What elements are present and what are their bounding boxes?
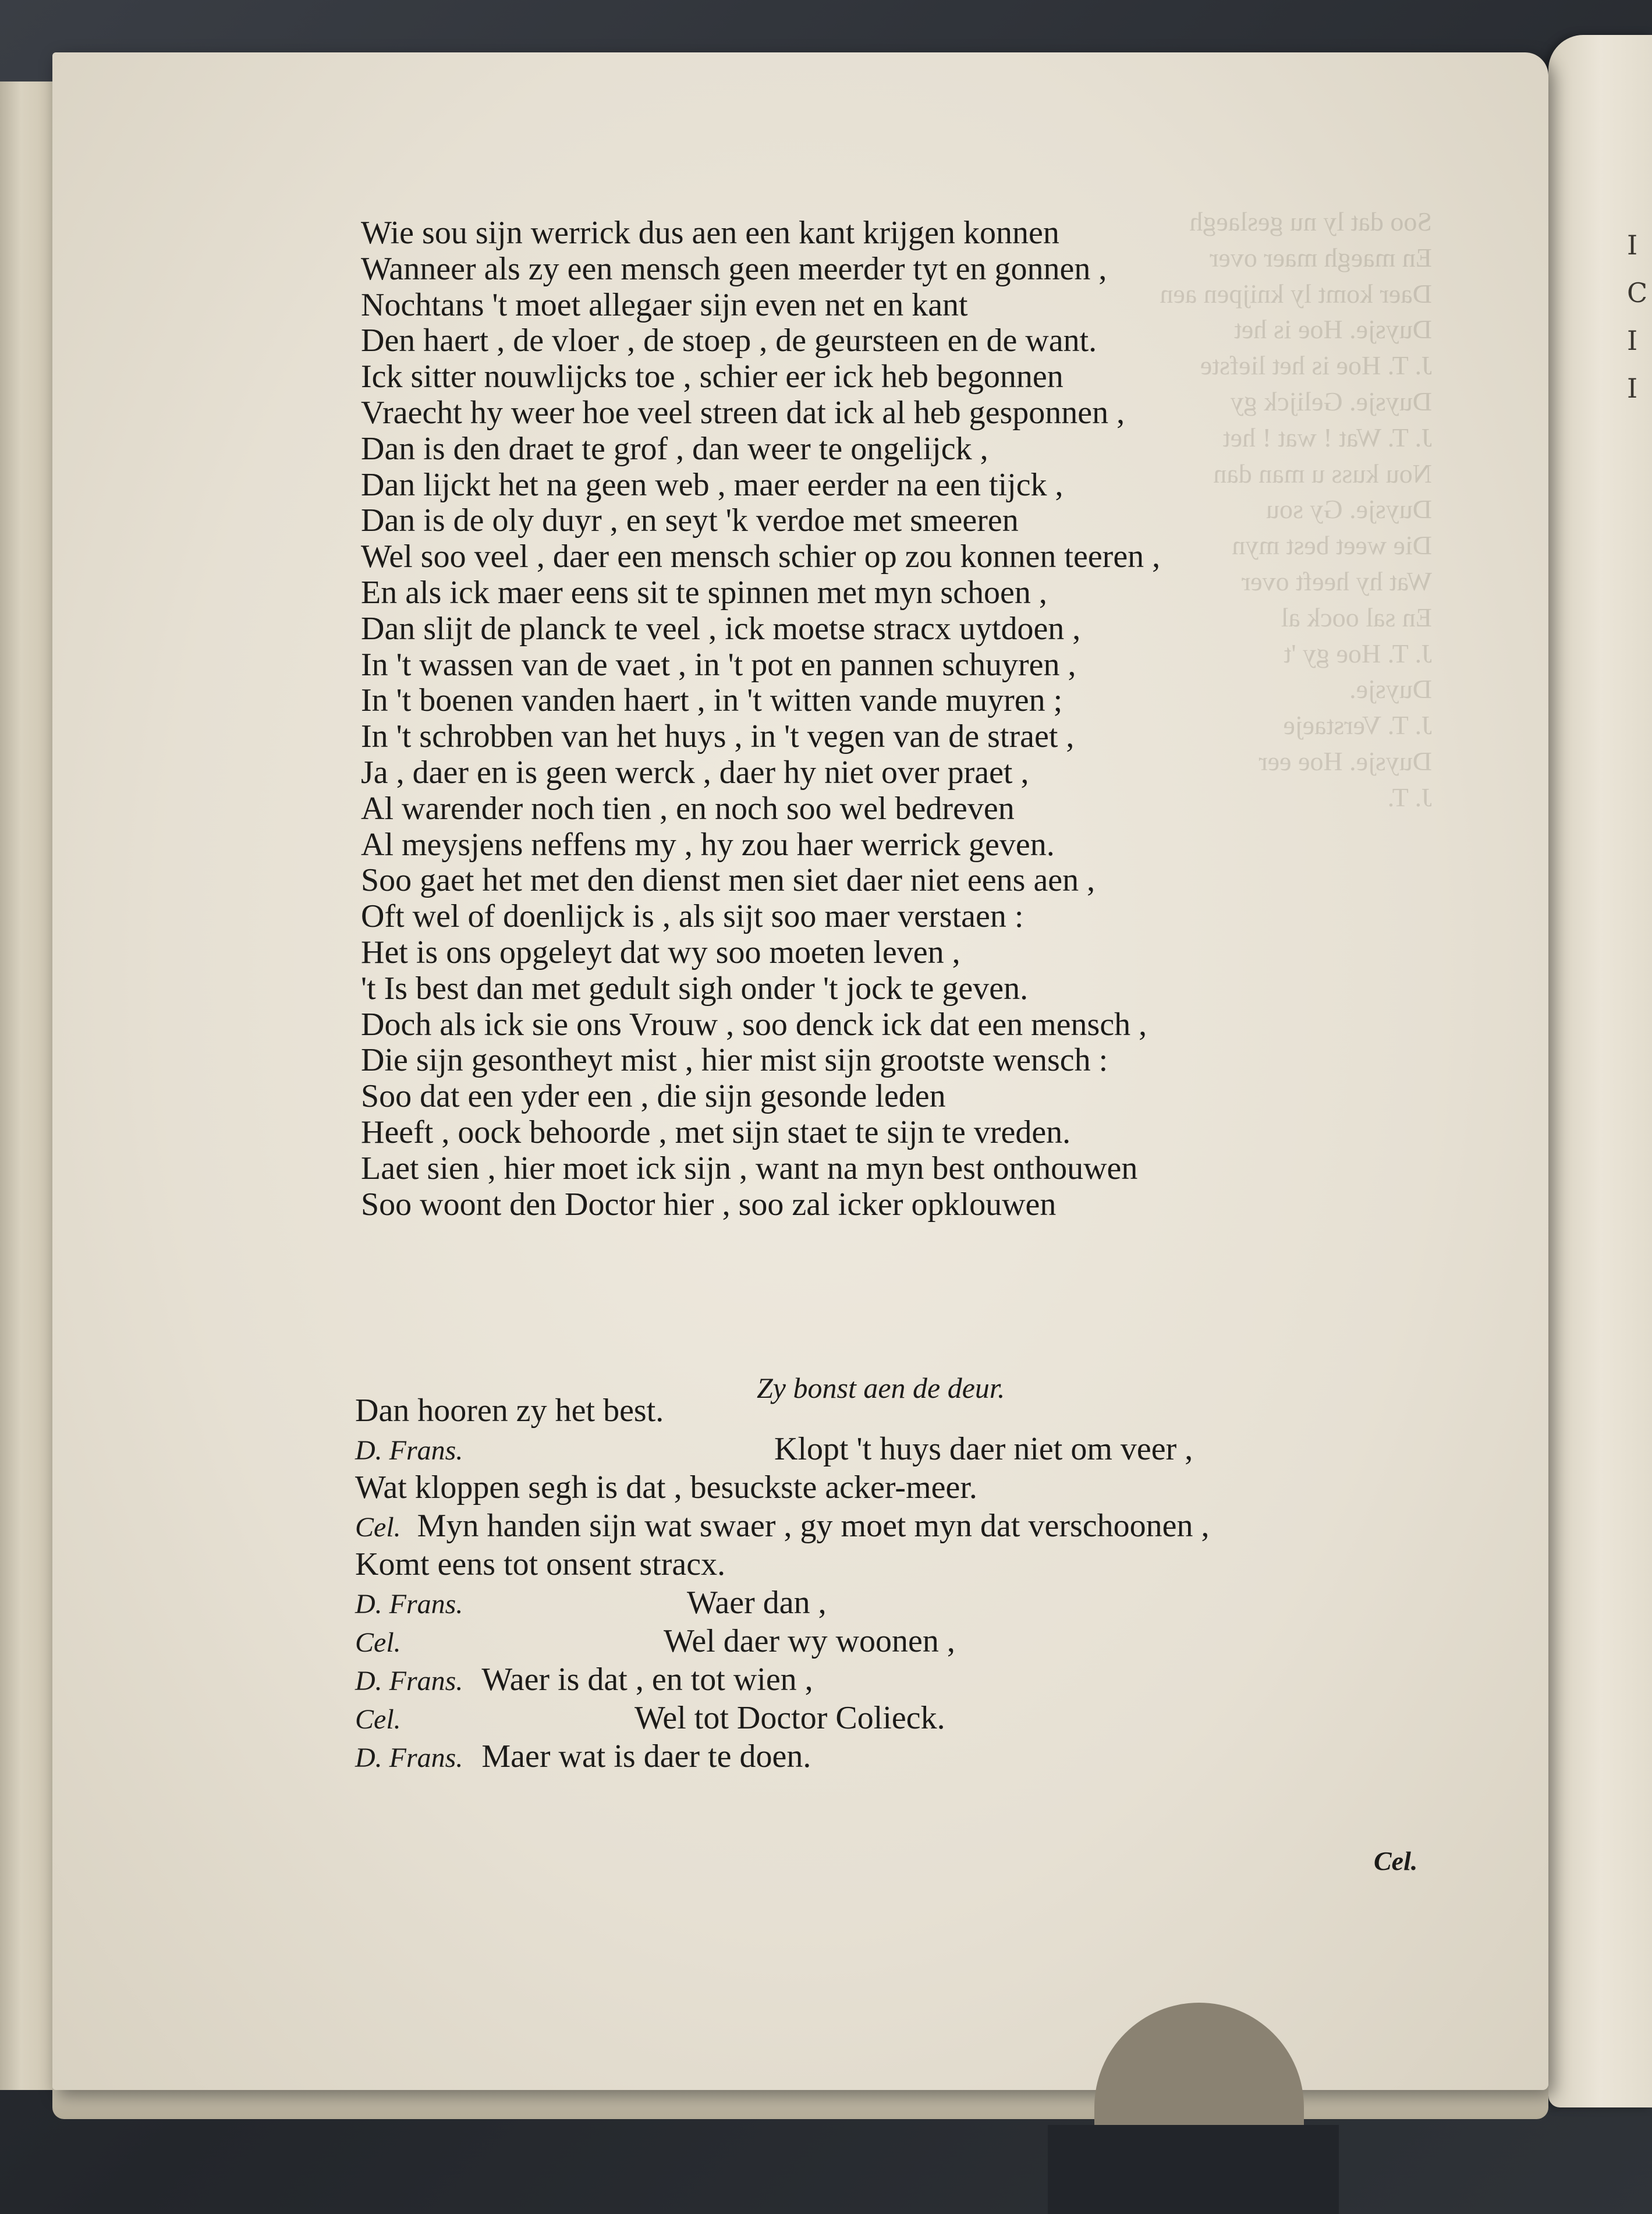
verse-line: Soo gaet het met den dienst men siet daer niet eens aen , [361, 862, 1096, 899]
verse-line: Al meysjens neffens my , hy zou haer werrick geven. [361, 826, 1055, 863]
verse-line: Het is ons opgeleyt dat wy soo moeten leven , [361, 934, 960, 970]
dialogue-block [355, 1391, 1461, 1776]
verse-line: Laet sien , hier moet ick sijn , want na myn best onthouwen [361, 1150, 1138, 1186]
dialogue-text: Dan hooren zy het best. [355, 1393, 664, 1429]
show-through-text: Soo dat ly nu geslaegh En maegh maer over Daer komt ly knijpen aen Duysje. Hoe is het J. T. Hoe is het liefste Duysje. Gelijck gy J. T. Wat ! wat ! het Nou kuss u man dan Duysje. Gy sou Die weet best myn Wat hy heeft over En sal oock al J. T. Hoe gy 't Duysje. J. T. Verstaeje Duysje. Hoe eer J. T. [1160, 207, 1432, 812]
speaker-name: D. Frans. [355, 1589, 463, 1620]
dialogue-text: Komt eens tot onsent stracx. [355, 1546, 726, 1582]
speaker-name: Cel. [355, 1704, 401, 1735]
verse-line: Dan is den draet te grof , dan weer te ongelijck , [361, 430, 988, 467]
verse-line: Soo dat een yder een , die sijn gesonde leden [361, 1078, 946, 1115]
verse-block [361, 215, 1467, 1223]
speaker-name: D. Frans. [355, 1742, 463, 1773]
facing-letter: I [1627, 325, 1638, 356]
verse-line: Al warender noch tien , en noch soo wel bedreven [361, 790, 1015, 827]
catchword: Cel. [1374, 1846, 1418, 1876]
verse-line: Oft wel of doenlijck is , als sijt soo maer verstaen : [361, 898, 1024, 935]
verse-line: Dan slijt de planck te veel , ick moetse stracx uytdoen , [361, 610, 1081, 647]
verse-line: Heeft , oock behoorde , met sijn staet te sijn te vreden. [361, 1114, 1071, 1150]
dialogue-line [355, 1545, 1461, 1584]
verse-line: Wel soo veel , daer een mensch schier op zou konnen teeren , [361, 539, 1161, 575]
stage-direction: Zy bonst aen de deur. [757, 1372, 1005, 1404]
verse-line: Den haert , de vloer , de stoep , de geursteen en de want. [361, 323, 1097, 359]
dialogue-line [355, 1584, 1461, 1622]
dialogue-line [355, 1660, 1461, 1699]
speaker-name: D. Frans. [355, 1435, 463, 1466]
dialogue-text: Waer dan , [687, 1585, 827, 1621]
verse-line: In 't schrobben van het huys , in 't vegen van de straet , [361, 718, 1075, 755]
book-left-edge [0, 82, 54, 2090]
dialogue-line [355, 1430, 1461, 1468]
dialogue-text: Wel tot Doctor Colieck. [634, 1700, 945, 1736]
facing-letter: I [1627, 373, 1638, 404]
verse-line: Nochtans 't moet allegaer sijn even net en kant [361, 286, 968, 323]
verse-line: Wanneer als zy een mensch geen meerder tyt en gonnen , [361, 250, 1107, 287]
facing-letter: I [1627, 229, 1638, 261]
verse-line: Dan lijckt het na geen web , maer eerder na een tijck , [361, 466, 1063, 503]
verse-line: Wie sou sijn werrick dus aen een kant krijgen konnen [361, 215, 1059, 251]
verse-line: In 't wassen van de vaet , in 't pot en pannen schuyren , [361, 646, 1076, 683]
verse-line: Doch als ick sie ons Vrouw , soo denck ick dat een mensch , [361, 1006, 1147, 1043]
verse-line: Vraecht hy weer hoe veel streen dat ick al heb gesponnen , [361, 394, 1125, 431]
dialogue-line [355, 1391, 1461, 1430]
dialogue-text: Waer is dat , en tot wien , [481, 1662, 813, 1698]
dialogue-text: Klopt 't huys daer niet om veer , [774, 1431, 1193, 1467]
facing-page-letters [1627, 221, 1647, 412]
verse-line: Ick sitter nouwlijcks toe , schier eer ick heb begonnen [361, 359, 1063, 395]
verse-line: En als ick maer eens sit te spinnen met myn schoen , [361, 574, 1047, 611]
verse-line: 't Is best dan met gedult sigh onder 't jock te geven. [361, 970, 1029, 1007]
speaker-name: Cel. [355, 1627, 401, 1658]
verse-line: Ja , daer en is geen werck , daer hy niet over praet , [361, 754, 1029, 791]
facing-letter: C [1627, 277, 1648, 309]
dialogue-text: Wat kloppen segh is dat , besuckste acker-meer. [355, 1469, 977, 1505]
verse-line: Soo woont den Doctor hier , soo zal icker opklouwen [361, 1186, 1057, 1223]
verse-line: Dan is de oly duyr , en seyt 'k verdoe met smeeren [361, 502, 1019, 539]
dialogue-text: Maer wat is daer te doen. [481, 1738, 811, 1774]
verse-line: Die sijn gesontheyt mist , hier mist sijn grootste wensch : [361, 1042, 1108, 1079]
table-shadow [1048, 2125, 1339, 2214]
dialogue-line [355, 1507, 1461, 1545]
dialogue-line [355, 1737, 1461, 1776]
speaker-name: D. Frans. [355, 1666, 463, 1696]
dialogue-text: Myn handen sijn wat swaer , gy moet myn dat verschoonen , [417, 1508, 1210, 1544]
dialogue-line [355, 1622, 1461, 1660]
dialogue-line [355, 1468, 1461, 1507]
dialogue-line [355, 1699, 1461, 1737]
verse-line: In 't boenen vanden haert , in 't witten vande muyren ; [361, 682, 1063, 719]
speaker-name: Cel. [355, 1512, 401, 1543]
dialogue-text: Wel daer wy woonen , [664, 1623, 955, 1659]
